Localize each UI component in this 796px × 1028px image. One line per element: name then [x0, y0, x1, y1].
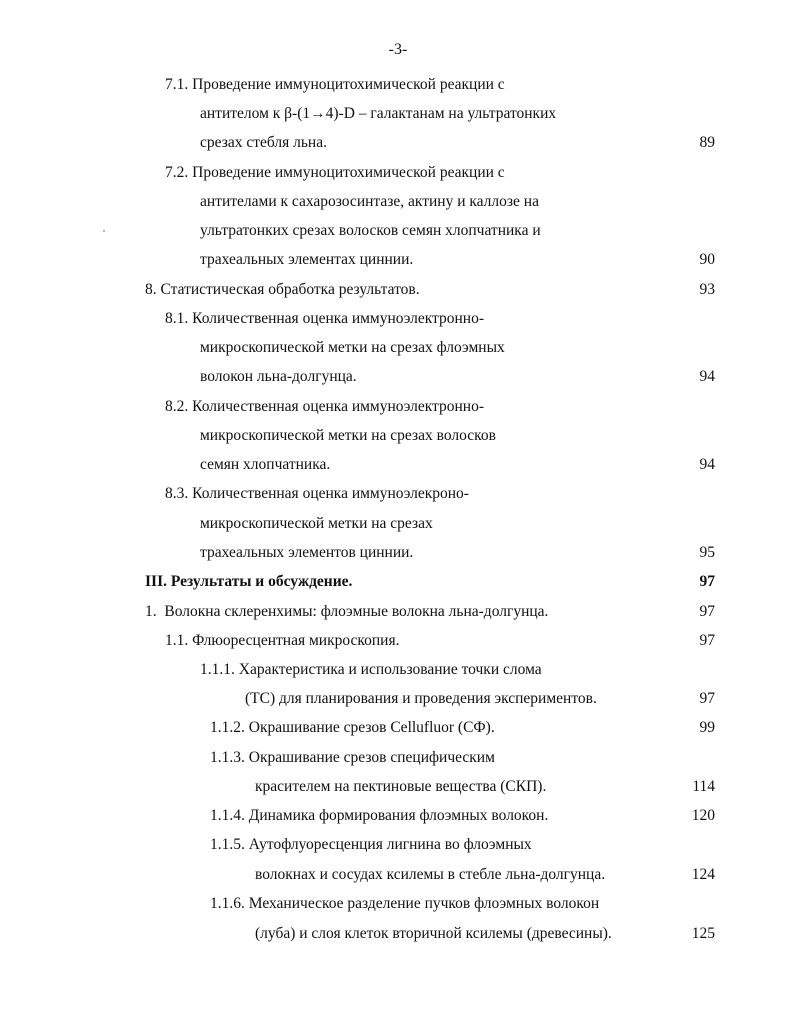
toc-entry-page: 97 — [699, 603, 715, 620]
toc-entry-text: волокон льна-долгунца. — [200, 368, 357, 385]
toc-entry-text: 1.1.4. Динамика формирования флоэмных волокон. — [210, 807, 549, 824]
toc-entry-page: 93 — [699, 281, 715, 298]
toc-entry-text: 1.1.1. Характеристика и использование точки слома — [200, 661, 542, 678]
toc-entry-text: красителем на пектиновые вещества (СКП). — [255, 778, 547, 795]
toc-entry — [0, 131, 796, 155]
toc-entry-text: 1.1. Флюоресцентная микроскопия. — [165, 632, 400, 649]
toc-entry — [0, 102, 796, 126]
toc-entry — [0, 395, 796, 419]
toc-entry-text: антителом к β-(1→4)-D – галактанам на ультратонких — [200, 105, 557, 122]
toc-entry-page: 94 — [699, 368, 715, 385]
toc-entry-text: 1.1.6. Механическое разделение пучков флоэмных волокон — [210, 895, 600, 912]
toc-entry-page: 90 — [699, 251, 715, 268]
toc-entry-page: 97 — [699, 632, 715, 649]
toc-entry — [0, 424, 796, 448]
toc-entry-page: 97 — [699, 573, 715, 590]
toc-entry — [0, 600, 796, 624]
toc-entry — [0, 716, 796, 740]
toc-entry-page: 95 — [699, 544, 715, 561]
toc-entry — [0, 190, 796, 214]
toc-entry-page: 114 — [692, 778, 715, 795]
toc-entry-page: 89 — [699, 134, 715, 151]
toc-entry — [0, 73, 796, 97]
toc-entry-text: 8.3. Количественная оценка иммуноэлекроно- — [165, 485, 469, 502]
toc-entry-text: трахеальных элементов циннии. — [200, 544, 414, 561]
toc-entry-text: срезах стебля льна. — [200, 134, 327, 151]
toc-entry-text: 8. Статистическая обработка результатов. — [145, 281, 420, 298]
toc-entry-text: 1.1.3. Окрашивание срезов специфическим — [210, 749, 495, 766]
toc-entry-text: 1.1.2. Окрашивание срезов Cellufluor (СФ). — [210, 719, 495, 736]
toc-entry — [0, 161, 796, 185]
toc-entry-text: 1. Волокна склеренхимы: флоэмные волокна льна-долгунца. — [145, 603, 549, 620]
toc-entry-text: (ТС) для планирования и проведения экспериментов. — [245, 690, 597, 707]
toc-entry — [0, 512, 796, 536]
toc-entry — [0, 922, 796, 946]
toc-entry — [0, 278, 796, 302]
toc-entry-text: 8.1. Количественная оценка иммуноэлектронно- — [165, 310, 485, 327]
toc-entry-text: волокнах и сосудах ксилемы в стебле льна-долгунца. — [255, 866, 606, 883]
toc-entry-text: 1.1.5. Аутофлуоресценция лигнина во флоэмных — [210, 836, 532, 853]
toc-entry-text: 7.2. Проведение иммуноцитохимической реакции с — [165, 164, 505, 181]
toc-entry — [0, 892, 796, 916]
toc-entry — [0, 541, 796, 565]
toc-entry — [0, 219, 796, 243]
toc-entry — [0, 775, 796, 799]
page-number: -3- — [388, 41, 408, 58]
toc-entry — [0, 658, 796, 682]
toc-entry-page: 125 — [691, 925, 715, 942]
toc-entry — [0, 307, 796, 331]
toc-entry-page: 94 — [699, 456, 715, 473]
toc-entry-page: 97 — [699, 690, 715, 707]
toc-entry-text: трахеальных элементах циннии. — [200, 251, 414, 268]
toc-entry-text: ультратонких срезах волосков семян хлопчатника и — [200, 222, 541, 239]
toc-entry-text: 7.1. Проведение иммуноцитохимической реакции с — [165, 76, 505, 93]
toc-entry-text: антителами к сахарозосинтазе, актину и каллозе на — [200, 193, 539, 210]
toc-entry — [0, 687, 796, 711]
toc-entry-text: (луба) и слоя клеток вторичной ксилемы (древесины). — [255, 925, 612, 942]
toc-entry-text: III. Результаты и обсуждение. — [145, 573, 353, 590]
toc-entry — [0, 629, 796, 653]
toc-entry — [0, 863, 796, 887]
toc-entry — [0, 570, 796, 594]
toc-entry-text: микроскопической метки на срезах волосков — [200, 427, 496, 444]
toc-entry-text: 8.2. Количественная оценка иммуноэлектронно- — [165, 398, 485, 415]
toc-entry-text: семян хлопчатника. — [200, 456, 331, 473]
toc-entry-text: микроскопической метки на срезах флоэмных — [200, 339, 505, 356]
toc-entry — [0, 336, 796, 360]
toc-entry — [0, 746, 796, 770]
toc-entry-page: 124 — [691, 866, 715, 883]
toc-entry-page: 99 — [699, 719, 715, 736]
toc-entry-page: 120 — [691, 807, 715, 824]
toc-entry — [0, 453, 796, 477]
toc-entry — [0, 365, 796, 389]
toc-entry — [0, 248, 796, 272]
toc-entry — [0, 804, 796, 828]
toc-entry-text: микроскопической метки на срезах — [200, 515, 433, 532]
toc-entry — [0, 833, 796, 857]
toc-entry — [0, 482, 796, 506]
